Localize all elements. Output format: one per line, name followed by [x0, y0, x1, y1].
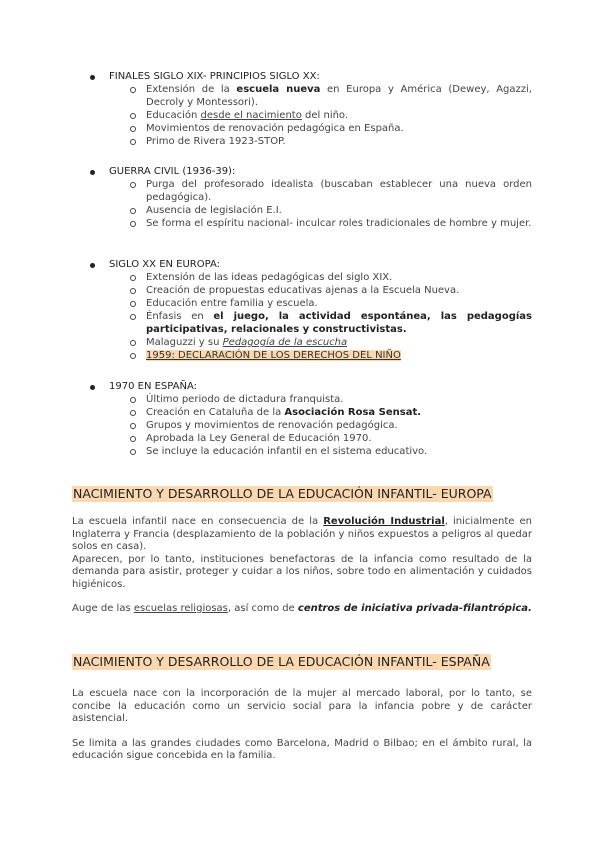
block-guerra-civil: [72, 165, 532, 230]
bullet-heading: FINALES SIGLO XIX- PRINCIPIOS SIGLO XX:: [72, 70, 532, 83]
list-item: Aprobada la Ley General de Educación 1970.: [72, 432, 532, 445]
circle-bullet-icon: [130, 410, 136, 416]
section-europa: [72, 486, 532, 502]
list-item: [72, 349, 532, 362]
bullet-dot-icon: [90, 75, 95, 80]
circle-bullet-icon: [130, 275, 136, 281]
list-item: Último periodo de dictadura franquista.: [72, 393, 532, 406]
circle-bullet-icon: [130, 340, 136, 346]
bullet-dot-icon: [90, 385, 95, 390]
list-item: Se forma el espíritu nacional- inculcar roles tradicionales de hombre y mujer.: [72, 217, 532, 230]
circle-bullet-icon: [130, 221, 136, 227]
section-heading-espana: NACIMIENTO Y DESARROLLO DE LA EDUCACIÓN INFANTIL- ESPAÑA: [73, 654, 490, 669]
circle-bullet-icon: [130, 87, 136, 93]
list-item: Movimientos de renovación pedagógica en España.: [72, 122, 532, 135]
paragraph: Auge de las escuelas religiosas, así como de centros de iniciativa privada-filantrópica.: [72, 603, 532, 614]
circle-bullet-icon: [130, 449, 136, 455]
block-1970-espana: [72, 380, 532, 458]
bullet-dot-icon: [90, 170, 95, 175]
highlighted-text: 1959: DECLARACIÓN DE LOS DERECHOS DEL NIÑO: [146, 350, 401, 361]
paragraph: Se limita a las grandes ciudades como Barcelona, Madrid o Bilbao; en el ámbito rural, la educación sigue concebida en la familia.: [72, 737, 532, 761]
paragraph: La escuela infantil nace en consecuencia de la Revolución Industrial, inicialmente en Inglaterra y Francia (desplazamiento de la población y niños expuestos a peligros al quedar solos en casa).: [72, 516, 532, 552]
europa-paragraphs: [72, 516, 532, 616]
circle-bullet-icon: [130, 126, 136, 132]
paragraph: Aparecen, por lo tanto, instituciones benefactoras de la infancia como resultado de la demanda para asistir, proteger y cuidar a los niños, sobre todo en alimentación y cuidados higiénicos.: [72, 553, 532, 590]
list-item: Purga del profesorado idealista (buscaban establecer una nueva orden pedagógica).: [72, 178, 532, 204]
list-item: Educación desde el nacimiento del niño.: [72, 109, 532, 122]
circle-bullet-icon: [130, 436, 136, 442]
list-item: Educación entre familia y escuela.: [72, 297, 532, 310]
circle-bullet-icon: [130, 139, 136, 145]
espana-paragraphs: [72, 688, 532, 763]
section-heading-europa: NACIMIENTO Y DESARROLLO DE LA EDUCACIÓN INFANTIL- EUROPA: [73, 486, 492, 501]
list-item: Primo de Rivera 1923-STOP.: [72, 135, 532, 148]
list-item: Extensión de las ideas pedagógicas del siglo XIX.: [72, 271, 532, 284]
paragraph: La escuela nace con la incorporación de la mujer al mercado laboral, por lo tanto, se concibe la educación como un servicio social para la infancia pobre y de carácter asistencial.: [72, 688, 532, 724]
list-item: Ausencia de legislación E.I.: [72, 204, 532, 217]
block-siglo-xx-europa: [72, 258, 532, 362]
bullet-dot-icon: [90, 263, 95, 268]
circle-bullet-icon: [130, 288, 136, 294]
bullet-heading: 1970 EN ESPAÑA:: [72, 380, 532, 393]
list-item: Énfasis en el juego, la actividad espontánea, las pedagogías participativas, relacionales y constructivistas.: [72, 310, 532, 336]
circle-bullet-icon: [130, 353, 136, 359]
circle-bullet-icon: [130, 314, 136, 320]
bullet-heading: SIGLO XX EN EUROPA:: [72, 258, 532, 271]
list-item: Creación de propuestas educativas ajenas a la Escuela Nueva.: [72, 284, 532, 297]
circle-bullet-icon: [130, 423, 136, 429]
list-item: Malaguzzi y su Pedagogía de la escucha: [72, 336, 532, 349]
block-finales-siglo-xix: [72, 70, 532, 148]
section-espana: [72, 654, 532, 670]
list-item: Se incluye la educación infantil en el sistema educativo.: [72, 445, 532, 458]
circle-bullet-icon: [130, 208, 136, 214]
list-item: Creación en Cataluña de la Asociación Rosa Sensat.: [72, 406, 532, 419]
circle-bullet-icon: [130, 113, 136, 119]
circle-bullet-icon: [130, 301, 136, 307]
bullet-heading: GUERRA CIVIL (1936-39):: [72, 165, 532, 178]
list-item: Grupos y movimientos de renovación pedagógica.: [72, 419, 532, 432]
circle-bullet-icon: [130, 182, 136, 188]
circle-bullet-icon: [130, 397, 136, 403]
list-item: Extensión de la escuela nueva en Europa y América (Dewey, Agazzi, Decroly y Montessori).: [72, 83, 532, 109]
